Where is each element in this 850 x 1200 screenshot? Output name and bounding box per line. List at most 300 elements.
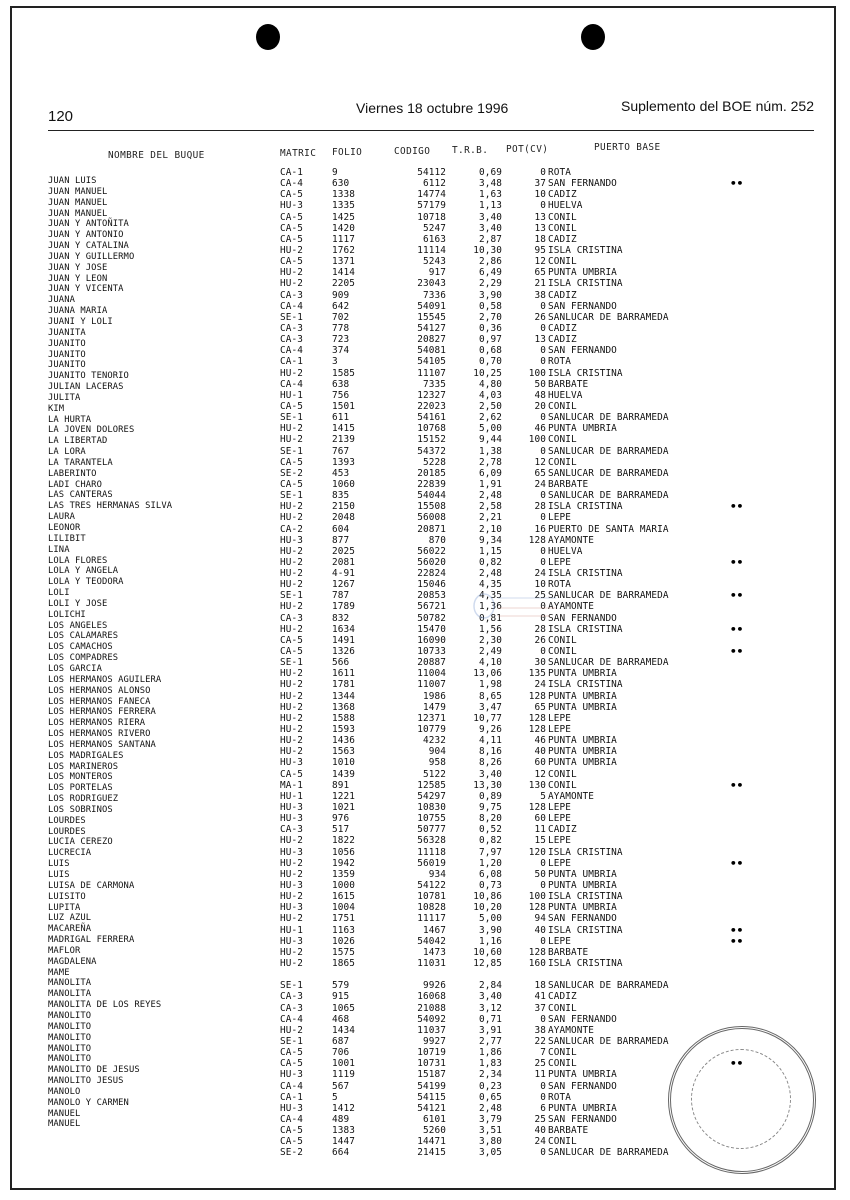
vessel-name: LOLA FLORES bbox=[48, 555, 108, 566]
cell-puerto-base: PUNTA UMBRIA bbox=[548, 902, 617, 914]
cell-potencia: 13 bbox=[534, 334, 546, 346]
cell-folio: 1414 bbox=[332, 267, 355, 279]
cell-trb: 2,34 bbox=[479, 1069, 502, 1081]
row-mark: •• bbox=[730, 589, 744, 603]
cell-trb: 4,10 bbox=[479, 657, 502, 669]
vessel-name: LOS HERMANOS RIVERO bbox=[48, 729, 151, 740]
table-row bbox=[280, 278, 740, 289]
cell-trb: 2,62 bbox=[479, 412, 502, 424]
cell-puerto-base: ISLA CRISTINA bbox=[548, 679, 623, 691]
cell-matricula: HU-2 bbox=[280, 946, 303, 958]
cell-codigo: 54081 bbox=[417, 345, 446, 357]
row-mark bbox=[730, 524, 770, 535]
vessel-name: LUIS bbox=[48, 870, 70, 880]
cell-puerto-base: ROTA bbox=[548, 356, 571, 368]
cell-folio: 2025 bbox=[332, 545, 355, 557]
cell-matricula: HU-3 bbox=[280, 802, 303, 814]
vessel-name: MAGDALENA bbox=[48, 956, 97, 967]
cell-matricula: CA-4 bbox=[280, 1013, 303, 1025]
cell-codigo: 54372 bbox=[417, 445, 446, 457]
cell-puerto-base: BARBATE bbox=[548, 946, 589, 958]
vessel-name: LAURA bbox=[48, 512, 75, 523]
cell-puerto-base: PUNTA UMBRIA bbox=[548, 1069, 617, 1081]
cell-codigo: 6163 bbox=[423, 233, 446, 245]
cell-matricula: CA-3 bbox=[280, 289, 303, 301]
cell-trb: 10,25 bbox=[473, 367, 502, 379]
vessel-name: LOS CALAMARES bbox=[48, 631, 119, 642]
cell-potencia: 46 bbox=[534, 735, 546, 747]
row-mark bbox=[730, 691, 770, 702]
table-row bbox=[280, 568, 740, 579]
cell-puerto-base: ROTA bbox=[548, 1091, 571, 1103]
cell-folio: 1117 bbox=[332, 233, 355, 245]
cell-trb: 6,09 bbox=[479, 467, 502, 479]
vessel-name: LABERINTO bbox=[48, 468, 97, 479]
cell-puerto-base: SANLUCAR DE BARRAMEDA bbox=[548, 657, 669, 669]
cell-puerto-base: SANLUCAR DE BARRAMEDA bbox=[548, 1147, 669, 1159]
cell-trb: 2,21 bbox=[479, 512, 502, 524]
cell-codigo: 14471 bbox=[417, 1136, 446, 1148]
cell-potencia: 0 bbox=[540, 935, 546, 947]
cell-potencia: 6 bbox=[540, 1102, 546, 1114]
cell-trb: 3,12 bbox=[479, 1002, 502, 1014]
cell-matricula: CA-3 bbox=[280, 1002, 303, 1014]
cell-puerto-base: ISLA CRISTINA bbox=[548, 367, 623, 379]
vessel-name: LOS HERMANOS AGUILERA bbox=[48, 674, 162, 685]
cell-folio: 1563 bbox=[332, 746, 355, 758]
vessel-name: MAFLOR bbox=[48, 945, 81, 956]
cell-matricula: CA-5 bbox=[280, 646, 303, 658]
row-mark bbox=[730, 278, 770, 289]
cell-folio: 664 bbox=[332, 1147, 350, 1159]
row-mark bbox=[730, 735, 770, 746]
table-row bbox=[280, 334, 740, 345]
cell-folio: 1412 bbox=[332, 1102, 355, 1114]
cell-trb: 4,03 bbox=[479, 389, 502, 401]
vessel-name: JUAN Y ANTONIO bbox=[48, 230, 124, 241]
cell-codigo: 6101 bbox=[423, 1113, 446, 1125]
table-row bbox=[280, 524, 740, 535]
cell-puerto-base: SANLUCAR DE BARRAMEDA bbox=[548, 980, 669, 992]
cell-folio: 1060 bbox=[332, 478, 355, 490]
cell-matricula: HU-2 bbox=[280, 857, 303, 869]
cell-matricula: HU-2 bbox=[280, 868, 303, 880]
cell-matricula: SE-1 bbox=[280, 980, 303, 992]
cell-codigo: 15046 bbox=[417, 579, 446, 591]
cell-matricula: CA-5 bbox=[280, 400, 303, 412]
vessel-name: LOURDES bbox=[48, 815, 86, 826]
cell-trb: 2,10 bbox=[479, 523, 502, 535]
cell-potencia: 128 bbox=[528, 712, 546, 724]
cell-trb: 4,35 bbox=[479, 590, 502, 602]
punch-hole-left bbox=[256, 24, 280, 50]
vessel-name: LEONOR bbox=[48, 523, 81, 533]
vessel-name: LADI CHARO bbox=[48, 479, 102, 490]
cell-puerto-base: HUELVA bbox=[548, 200, 583, 212]
table-row bbox=[280, 512, 740, 523]
cell-codigo: 15545 bbox=[417, 311, 446, 323]
cell-matricula: HU-3 bbox=[280, 1069, 303, 1081]
cell-potencia: 18 bbox=[534, 980, 546, 992]
cell-trb: 1,86 bbox=[479, 1047, 502, 1059]
cell-trb: 0,52 bbox=[479, 824, 502, 836]
table-row bbox=[280, 390, 740, 401]
cell-trb: 2,48 bbox=[479, 490, 502, 502]
row-mark bbox=[730, 334, 770, 345]
vessel-name: JUANITO bbox=[48, 360, 86, 371]
cell-matricula: SE-1 bbox=[280, 490, 303, 502]
row-mark bbox=[730, 980, 770, 991]
cell-trb: 4,11 bbox=[479, 735, 502, 747]
cell-matricula: SE-1 bbox=[280, 657, 303, 669]
cell-puerto-base: CADIZ bbox=[548, 189, 577, 201]
cell-puerto-base: PUNTA UMBRIA bbox=[548, 701, 617, 713]
cell-codigo: 22839 bbox=[417, 478, 446, 490]
cell-trb: 3,40 bbox=[479, 211, 502, 223]
cell-potencia: 38 bbox=[534, 1024, 546, 1036]
vessel-name: LOS PORTELAS bbox=[48, 783, 113, 794]
cell-matricula: CA-3 bbox=[280, 322, 303, 334]
cell-trb: 9,34 bbox=[479, 534, 502, 546]
cell-potencia: 0 bbox=[540, 556, 546, 568]
cell-codigo: 22824 bbox=[417, 568, 446, 580]
cell-folio: 453 bbox=[332, 467, 350, 479]
row-mark: •• bbox=[730, 622, 744, 636]
table-row bbox=[280, 980, 740, 991]
vessel-name: LOS SOBRINOS bbox=[48, 804, 113, 815]
cell-folio: 687 bbox=[332, 1035, 350, 1047]
cell-potencia: 0 bbox=[540, 601, 546, 613]
cell-potencia: 18 bbox=[534, 233, 546, 245]
vessel-name: MANOLITO JESUS bbox=[48, 1076, 124, 1087]
table-row bbox=[280, 368, 740, 379]
cell-codigo: 870 bbox=[428, 534, 446, 546]
vessel-name: LUIS bbox=[48, 859, 70, 870]
cell-folio: 566 bbox=[332, 657, 350, 669]
row-mark: •• bbox=[730, 778, 744, 792]
cell-puerto-base: LEPE bbox=[548, 935, 571, 947]
row-mark bbox=[730, 813, 770, 824]
table-row bbox=[280, 434, 740, 445]
cell-matricula: CA-5 bbox=[280, 1136, 303, 1148]
table-row bbox=[280, 902, 740, 913]
cell-folio: 915 bbox=[332, 991, 350, 1003]
cell-folio: 1425 bbox=[332, 211, 355, 223]
cell-potencia: 46 bbox=[534, 423, 546, 435]
row-mark bbox=[730, 423, 770, 434]
cell-puerto-base: CONIL bbox=[548, 779, 577, 791]
cell-codigo: 11107 bbox=[417, 367, 446, 379]
cell-potencia: 0 bbox=[540, 300, 546, 312]
cell-folio: 5 bbox=[332, 1091, 338, 1103]
table-row bbox=[280, 379, 740, 390]
table-row bbox=[280, 757, 740, 768]
vessel-name: LAS TRES HERMANAS SILVA bbox=[48, 501, 173, 512]
table-row bbox=[280, 178, 740, 189]
cell-potencia: 65 bbox=[534, 267, 546, 279]
cell-codigo: 4232 bbox=[423, 735, 446, 747]
cell-folio: 1434 bbox=[332, 1024, 355, 1036]
vessel-name: LA TARANTELA bbox=[48, 457, 113, 468]
cell-folio: 4-91 bbox=[332, 568, 355, 580]
cell-folio: 1393 bbox=[332, 456, 355, 468]
cell-puerto-base: PUNTA UMBRIA bbox=[548, 267, 617, 279]
table-row bbox=[280, 356, 740, 367]
table-row bbox=[280, 802, 740, 813]
cell-codigo: 917 bbox=[428, 267, 446, 279]
table-row bbox=[280, 702, 740, 713]
cell-puerto-base: SAN FERNANDO bbox=[548, 300, 617, 312]
table-row bbox=[280, 267, 740, 278]
cell-puerto-base: CONIL bbox=[548, 768, 577, 780]
cell-puerto-base: CONIL bbox=[548, 646, 577, 658]
table-row bbox=[280, 200, 740, 211]
cell-matricula: HU-2 bbox=[280, 579, 303, 591]
cell-matricula: SE-1 bbox=[280, 590, 303, 602]
table-row bbox=[280, 991, 740, 1002]
cell-potencia: 0 bbox=[540, 646, 546, 658]
cell-puerto-base: LEPE bbox=[548, 835, 571, 847]
cell-codigo: 20827 bbox=[417, 334, 446, 346]
cell-matricula: HU-2 bbox=[280, 746, 303, 758]
cell-potencia: 10 bbox=[534, 189, 546, 201]
cell-puerto-base: HUELVA bbox=[548, 389, 583, 401]
row-mark bbox=[730, 713, 770, 724]
cell-trb: 0,68 bbox=[479, 345, 502, 357]
cell-trb: 1,91 bbox=[479, 478, 502, 490]
cell-codigo: 54121 bbox=[417, 1102, 446, 1114]
cell-puerto-base: SANLUCAR DE BARRAMEDA bbox=[548, 1035, 669, 1047]
cell-matricula: CA-2 bbox=[280, 523, 303, 535]
vessel-name: MANOLITO bbox=[48, 1032, 92, 1043]
cell-matricula: SE-1 bbox=[280, 445, 303, 457]
cell-codigo: 5228 bbox=[423, 456, 446, 468]
cell-folio: 767 bbox=[332, 445, 350, 457]
cell-codigo: 1467 bbox=[423, 924, 446, 936]
cell-folio: 891 bbox=[332, 779, 350, 791]
cell-potencia: 128 bbox=[528, 534, 546, 546]
cell-potencia: 20 bbox=[534, 400, 546, 412]
table-row bbox=[280, 223, 740, 234]
cell-trb: 2,87 bbox=[479, 233, 502, 245]
cell-trb: 2,29 bbox=[479, 278, 502, 290]
cell-puerto-base: CADIZ bbox=[548, 322, 577, 334]
cell-trb: 0,23 bbox=[479, 1080, 502, 1092]
table-row bbox=[280, 891, 740, 902]
table-row bbox=[280, 401, 740, 412]
vessel-name: JUANI Y LOLI bbox=[48, 316, 113, 327]
cell-trb: 0,97 bbox=[479, 334, 502, 346]
table-row bbox=[280, 780, 740, 791]
cell-folio: 1588 bbox=[332, 712, 355, 724]
cell-matricula: CA-5 bbox=[280, 211, 303, 223]
row-mark bbox=[730, 512, 770, 523]
cell-matricula: CA-5 bbox=[280, 222, 303, 234]
cell-trb: 3,90 bbox=[479, 289, 502, 301]
row-mark bbox=[730, 412, 770, 423]
cell-folio: 706 bbox=[332, 1047, 350, 1059]
publication-date: Viernes 18 octubre 1996 bbox=[356, 100, 509, 116]
cell-puerto-base: ISLA CRISTINA bbox=[548, 924, 623, 936]
cell-puerto-base: AYAMONTE bbox=[548, 534, 594, 546]
cell-potencia: 0 bbox=[540, 167, 546, 178]
vessel-name: JUAN Y ANTOÑITA bbox=[48, 219, 129, 230]
cell-puerto-base: PUNTA UMBRIA bbox=[548, 1102, 617, 1114]
cell-trb: 1,83 bbox=[479, 1058, 502, 1070]
cell-matricula: MA-1 bbox=[280, 779, 303, 791]
row-mark bbox=[730, 702, 770, 713]
cell-matricula: SE-1 bbox=[280, 412, 303, 424]
table-row bbox=[280, 501, 740, 512]
row-mark bbox=[730, 189, 770, 200]
table-row bbox=[280, 1025, 740, 1036]
cell-trb: 10,77 bbox=[473, 712, 502, 724]
vessel-name: LOLI Y JOSE bbox=[48, 598, 108, 609]
cell-folio: 1789 bbox=[332, 601, 355, 613]
cell-matricula: HU-1 bbox=[280, 790, 303, 802]
cell-potencia: 0 bbox=[540, 412, 546, 424]
vessel-name: MAME bbox=[48, 967, 70, 978]
table-row bbox=[280, 880, 740, 891]
cell-folio: 1368 bbox=[332, 701, 355, 713]
row-mark: •• bbox=[730, 923, 744, 937]
official-stamp bbox=[668, 1026, 816, 1174]
cell-matricula: CA-5 bbox=[280, 1058, 303, 1070]
cell-puerto-base: SANLUCAR DE BARRAMEDA bbox=[548, 445, 669, 457]
table-row bbox=[280, 446, 740, 457]
row-mark bbox=[730, 479, 770, 490]
cell-puerto-base: PUNTA UMBRIA bbox=[548, 423, 617, 435]
table-row bbox=[280, 245, 740, 256]
row-mark bbox=[730, 223, 770, 234]
row-mark bbox=[730, 256, 770, 267]
vessel-name: LA JOVEN DOLORES bbox=[48, 425, 135, 436]
row-mark bbox=[730, 891, 770, 902]
library-watermark bbox=[470, 586, 560, 626]
cell-codigo: 10768 bbox=[417, 423, 446, 435]
cell-folio: 3 bbox=[332, 356, 338, 368]
cell-potencia: 16 bbox=[534, 523, 546, 535]
cell-trb: 1,16 bbox=[479, 935, 502, 947]
cell-folio: 489 bbox=[332, 1113, 350, 1125]
cell-codigo: 958 bbox=[428, 757, 446, 769]
vessel-name: JUAN MANUEL bbox=[48, 208, 108, 219]
cell-potencia: 0 bbox=[540, 356, 546, 368]
cell-folio: 1119 bbox=[332, 1069, 355, 1081]
cell-codigo: 15508 bbox=[417, 501, 446, 513]
vessel-name: LOS MONTEROS bbox=[48, 772, 113, 783]
cell-trb: 8,26 bbox=[479, 757, 502, 769]
cell-trb: 3,40 bbox=[479, 991, 502, 1003]
cell-potencia: 50 bbox=[534, 868, 546, 880]
cell-puerto-base: SANLUCAR DE BARRAMEDA bbox=[548, 412, 669, 424]
cell-puerto-base: SANLUCAR DE BARRAMEDA bbox=[548, 311, 669, 323]
cell-puerto-base: PUNTA UMBRIA bbox=[548, 746, 617, 758]
table-row bbox=[280, 913, 740, 924]
table-row bbox=[280, 724, 740, 735]
cell-puerto-base: ROTA bbox=[548, 579, 571, 591]
cell-potencia: 0 bbox=[540, 880, 546, 891]
cell-folio: 1001 bbox=[332, 1058, 355, 1070]
row-mark bbox=[730, 200, 770, 211]
cell-folio: 611 bbox=[332, 412, 350, 424]
cell-codigo: 21415 bbox=[417, 1147, 446, 1159]
cell-matricula: HU-2 bbox=[280, 735, 303, 747]
cell-puerto-base: ISLA CRISTINA bbox=[548, 278, 623, 290]
row-mark bbox=[730, 234, 770, 245]
vessel-name: LA LORA bbox=[48, 447, 86, 458]
cell-folio: 2048 bbox=[332, 512, 355, 524]
cell-folio: 642 bbox=[332, 300, 350, 312]
table-row bbox=[280, 936, 740, 947]
cell-trb: 0,36 bbox=[479, 322, 502, 334]
cell-puerto-base: CADIZ bbox=[548, 824, 577, 836]
col-header-codigo: CODIGO bbox=[394, 146, 431, 157]
cell-codigo: 5243 bbox=[423, 256, 446, 268]
cell-matricula: HU-2 bbox=[280, 701, 303, 713]
row-mark bbox=[730, 301, 770, 312]
cell-potencia: 100 bbox=[528, 434, 546, 446]
cell-trb: 9,44 bbox=[479, 434, 502, 446]
cell-puerto-base: CONIL bbox=[548, 222, 577, 234]
cell-potencia: 65 bbox=[534, 467, 546, 479]
cell-potencia: 0 bbox=[540, 1091, 546, 1103]
cell-puerto-base: CONIL bbox=[548, 434, 577, 446]
col-header-nombre: NOMBRE DEL BUQUE bbox=[108, 150, 205, 161]
row-mark bbox=[730, 913, 770, 924]
vessel-name: MANUEL bbox=[48, 1108, 81, 1119]
cell-trb: 3,80 bbox=[479, 1136, 502, 1148]
cell-codigo: 11114 bbox=[417, 244, 446, 256]
cell-folio: 1615 bbox=[332, 891, 355, 903]
row-mark bbox=[730, 969, 770, 980]
cell-folio: 1491 bbox=[332, 634, 355, 646]
table-row bbox=[280, 858, 740, 869]
cell-matricula: HU-1 bbox=[280, 389, 303, 401]
cell-codigo: 56022 bbox=[417, 545, 446, 557]
table-row bbox=[280, 312, 740, 323]
cell-trb: 6,08 bbox=[479, 868, 502, 880]
cell-folio: 638 bbox=[332, 378, 350, 390]
vessel-name: JUANITO bbox=[48, 338, 86, 349]
cell-matricula: HU-2 bbox=[280, 835, 303, 847]
cell-matricula: CA-5 bbox=[280, 1047, 303, 1059]
cell-puerto-base: AYAMONTE bbox=[548, 790, 594, 802]
cell-codigo: 9926 bbox=[423, 980, 446, 992]
cell-matricula: CA-3 bbox=[280, 824, 303, 836]
cell-potencia: 30 bbox=[534, 657, 546, 669]
cell-trb: 3,48 bbox=[479, 178, 502, 190]
cell-trb: 2,49 bbox=[479, 646, 502, 658]
cell-trb: 0,70 bbox=[479, 356, 502, 368]
cell-potencia: 0 bbox=[540, 1147, 546, 1159]
row-mark bbox=[730, 245, 770, 256]
cell-codigo: 20871 bbox=[417, 523, 446, 535]
cell-codigo: 1473 bbox=[423, 946, 446, 958]
cell-folio: 1335 bbox=[332, 200, 355, 212]
cell-potencia: 40 bbox=[534, 924, 546, 936]
cell-folio: 1762 bbox=[332, 244, 355, 256]
cell-potencia: 0 bbox=[540, 490, 546, 502]
cell-folio: 1865 bbox=[332, 957, 355, 969]
cell-puerto-base: ISLA CRISTINA bbox=[548, 891, 623, 903]
cell-folio: 1585 bbox=[332, 367, 355, 379]
cell-codigo: 14774 bbox=[417, 189, 446, 201]
cell-potencia: 12 bbox=[534, 456, 546, 468]
cell-matricula: HU-2 bbox=[280, 244, 303, 256]
vessel-name: LOLA Y ANGELA bbox=[48, 566, 119, 577]
cell-matricula: HU-2 bbox=[280, 556, 303, 568]
